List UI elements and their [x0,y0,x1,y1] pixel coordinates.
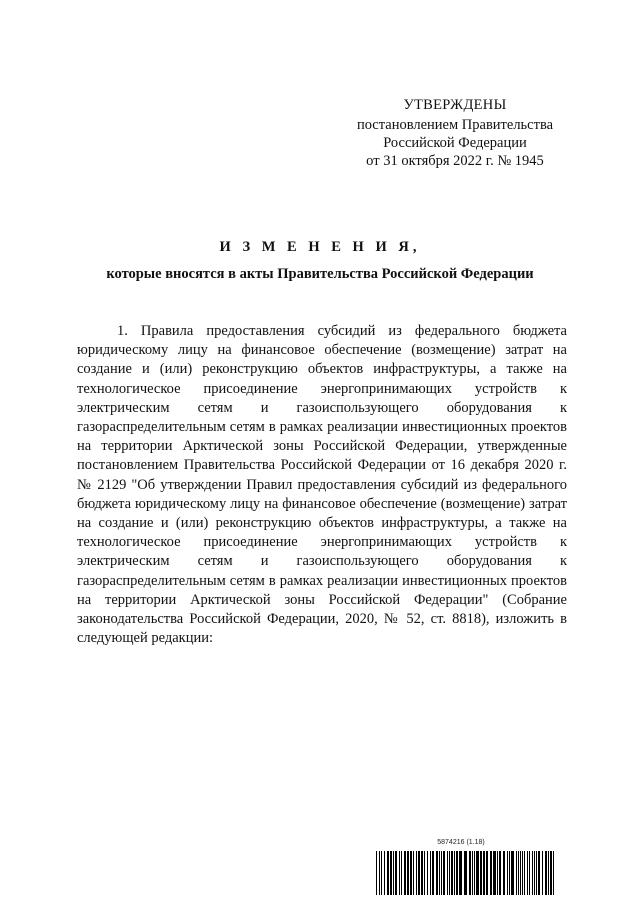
approval-heading: УТВЕРЖДЕНЫ [403,97,507,113]
approval-line-1: постановлением Правительства [356,117,554,133]
document-body [77,322,567,648]
barcode-label: 5874216 (1.18) [437,839,485,846]
document-title: И З М Е Н Е Н И Я, [219,239,421,255]
approval-block [300,96,610,170]
paragraph-1: 1. Правила предоставления субсидий из федерального бюджета юридическому лицу на финансовое обеспечение (возмещение) затрат на создание и (или) реконструкцию объектов инфраструктуры, а также на технологическое присоединение энергопринимающих устройств к электрическим сетям и газоиспользующего оборудования к газораспределительным сетям в рамках реализации инвестиционных проектов на территории Арктической зоны Российской Федерации, утвержденные постановлением Правительства Российской Федерации от 16 декабря 2020 г. № 2129 "Об утверждении Правил предоставления субсидий из федерального бюджета юридическому лицу на финансовое обеспечение (возмещение) затрат на создание и (или) реконструкцию объектов инфраструктуры, а также на технологическое присоединение энергопринимающих устройств к электрическим сетям и газоиспользующего оборудования к газораспределительным сетям в рамках реализации инвестиционных проектов на территории Арктической зоны Российской Федерации" (Собрание законодательства Российской Федерации, 2020, № 52, ст. 8818), изложить в следующей редакции: [77,323,567,647]
approval-line-2: Российской Федерации [383,135,527,151]
approval-line-3: от 31 октября 2022 г. № 1945 [366,153,544,169]
barcode-image [376,851,556,895]
document-subtitle: которые вносятся в акты Правительства Российской Федерации [106,266,534,282]
barcode-block [376,839,556,897]
